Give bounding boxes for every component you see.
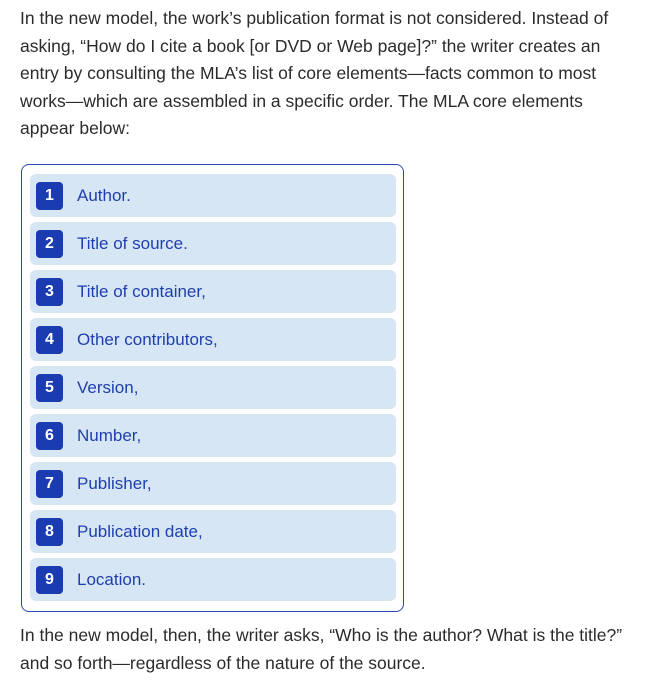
- core-element-label: Location.: [77, 569, 146, 589]
- core-element-item: [30, 318, 396, 361]
- core-element-item: [30, 558, 396, 601]
- core-element-number-badge: 5: [36, 374, 63, 402]
- core-element-number-badge: 8: [36, 518, 63, 546]
- core-element-label: Publication date,: [77, 521, 203, 541]
- core-element-item: [30, 270, 396, 313]
- core-element-number-badge: 2: [36, 230, 63, 258]
- core-elements-box: [21, 164, 404, 612]
- core-element-number-badge: 3: [36, 278, 63, 306]
- core-element-label: Version,: [77, 377, 139, 397]
- core-element-item: [30, 366, 396, 409]
- core-element-item: [30, 510, 396, 553]
- core-element-number-badge: 1: [36, 182, 63, 210]
- core-element-label: Title of container,: [77, 281, 206, 301]
- core-element-label: Title of source.: [77, 233, 188, 253]
- core-element-number-badge: 9: [36, 566, 63, 594]
- core-element-label: Author.: [77, 185, 131, 205]
- core-element-number-badge: 7: [36, 470, 63, 498]
- core-element-item: [30, 414, 396, 457]
- core-element-item: [30, 222, 396, 265]
- core-elements-list: [30, 174, 396, 606]
- core-element-item: [30, 462, 396, 505]
- core-element-number-badge: 4: [36, 326, 63, 354]
- outro-paragraph: In the new model, then, the writer asks, “Who is the author? What is the title?” and so forth—regardless of the nature of the source.: [20, 625, 623, 673]
- intro-paragraph: In the new model, the work’s publication format is not considered. Instead of asking, “How do I cite a book [or DVD or Web page]?” the writer creates an entry by consulting the MLA’s list of core elements—facts common to most works—which are assembled in a specific order. The MLA core elements appear below:: [20, 8, 609, 138]
- core-element-label: Number,: [77, 425, 142, 445]
- core-element-item: [30, 174, 396, 217]
- core-element-number-badge: 6: [36, 422, 63, 450]
- core-element-label: Other contributors,: [77, 329, 218, 349]
- core-element-label: Publisher,: [77, 473, 152, 493]
